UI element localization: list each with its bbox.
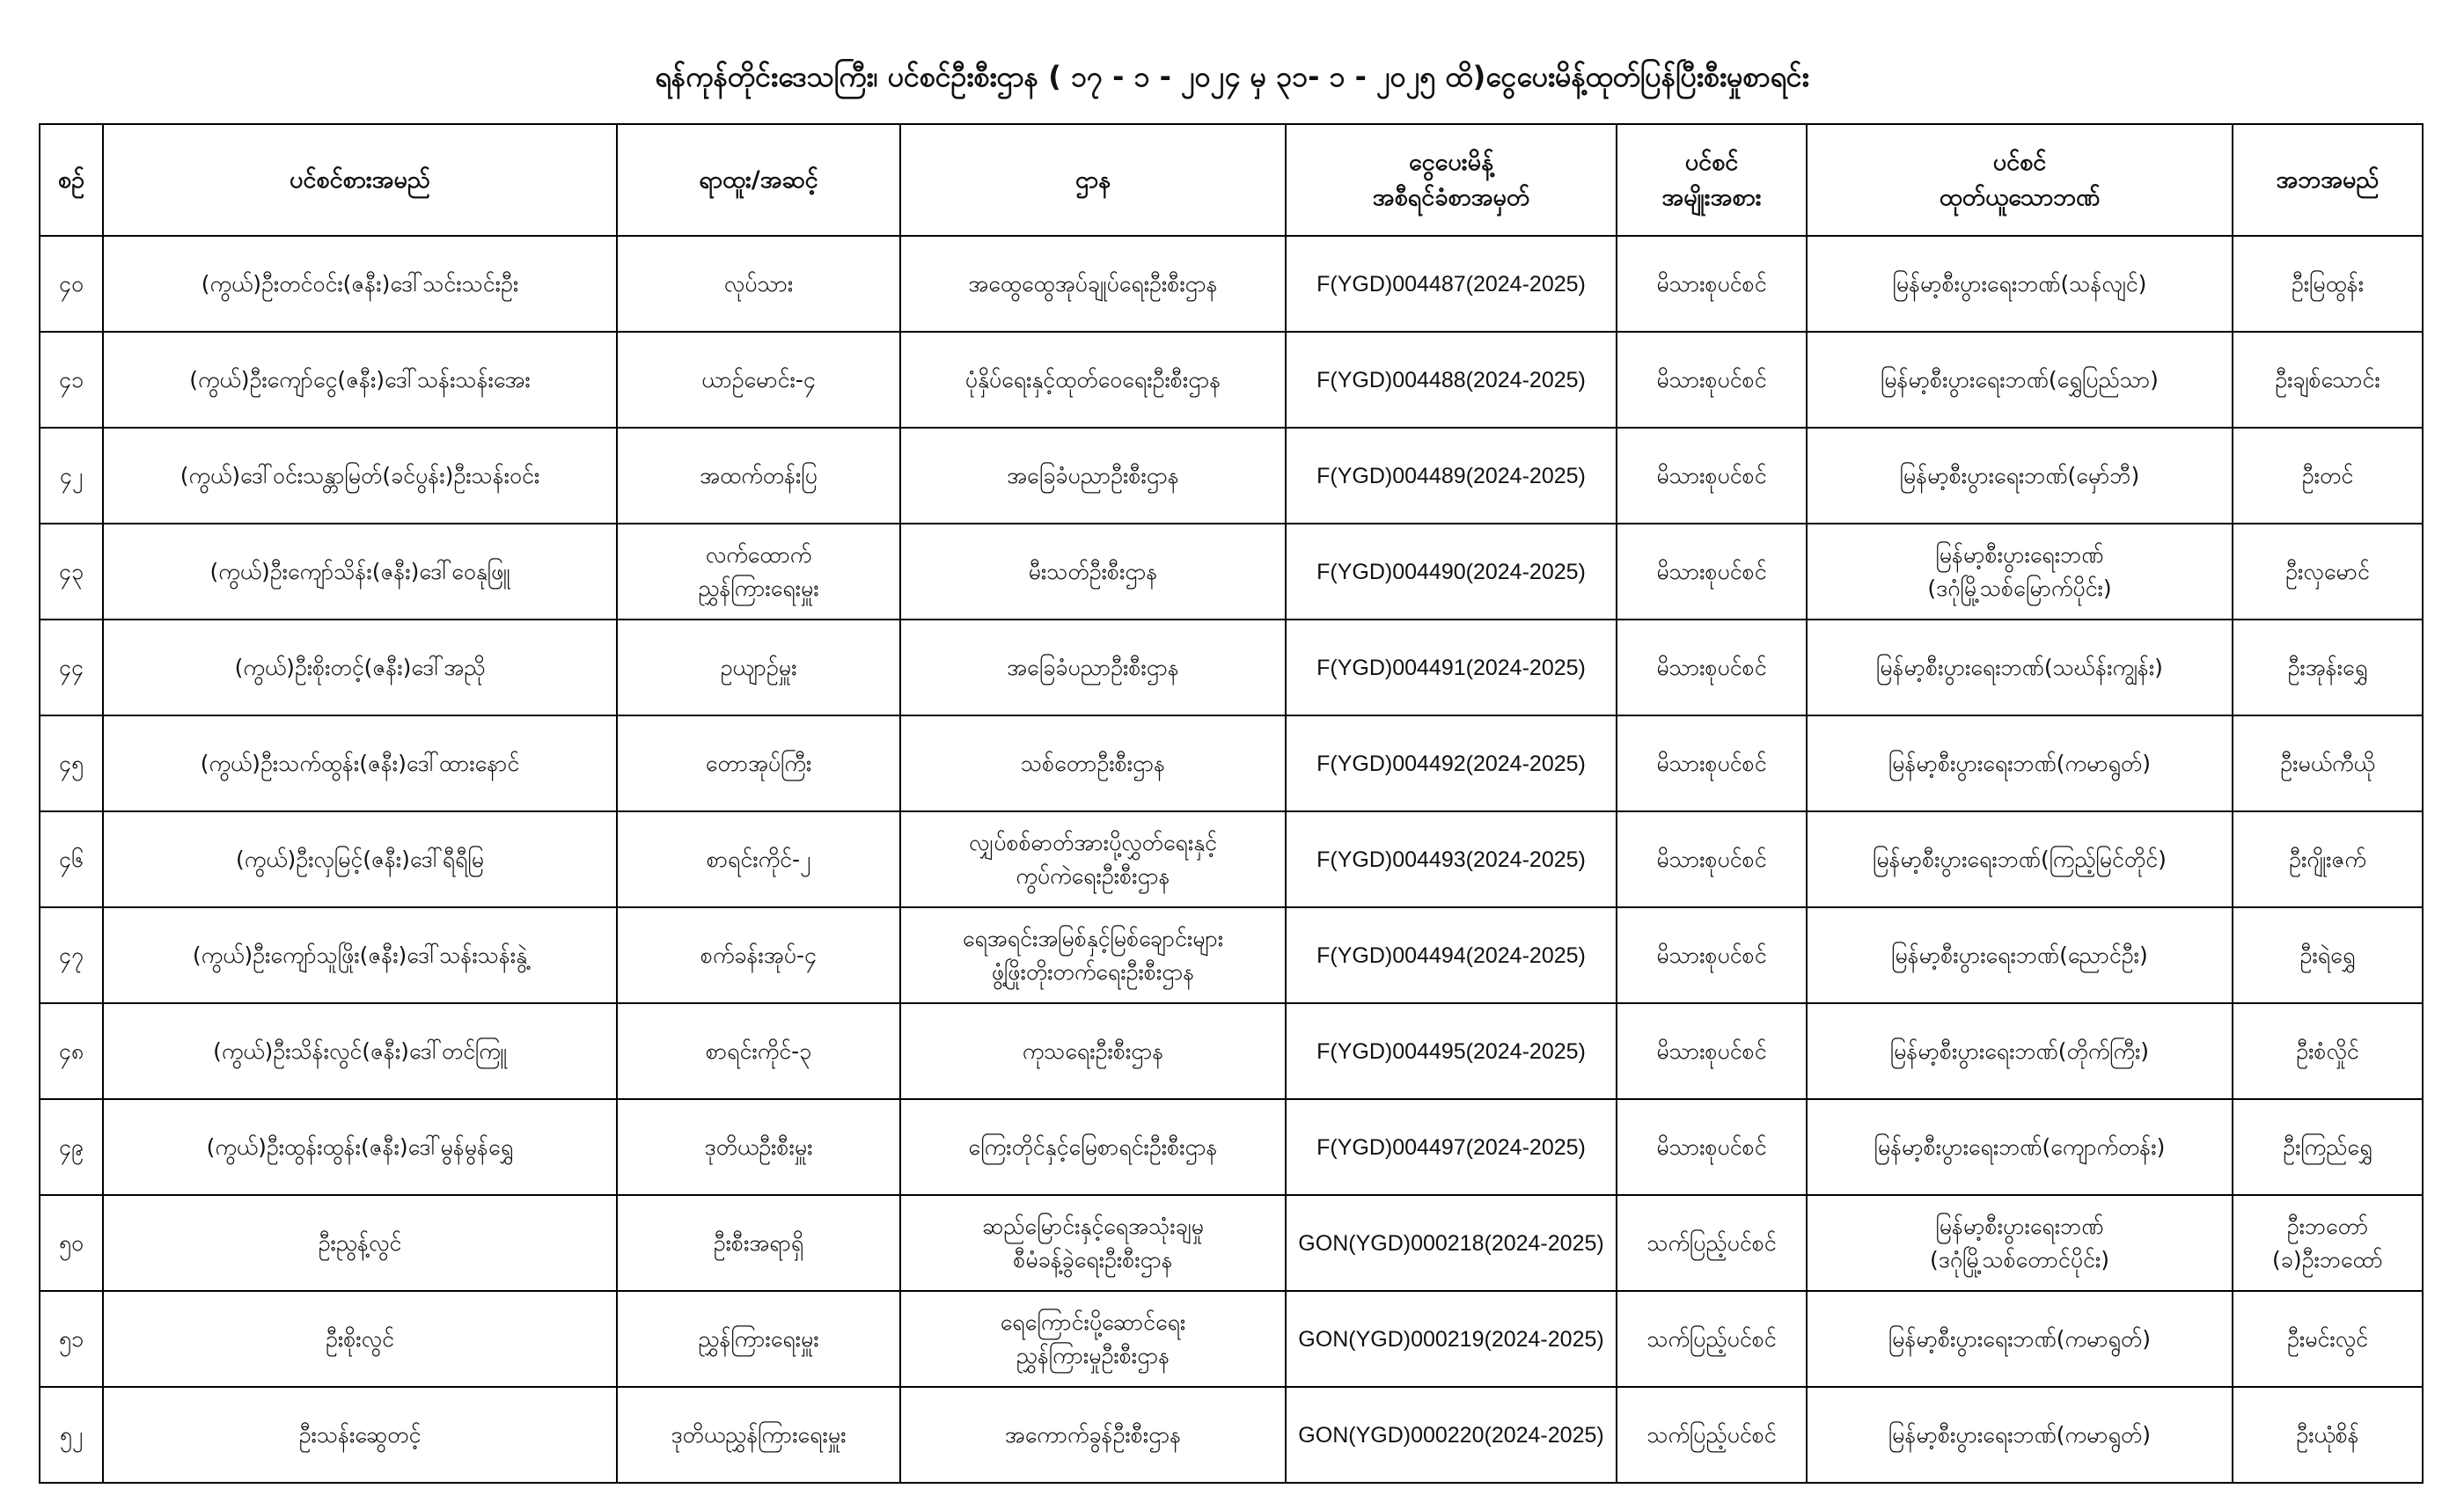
- cell-no: [40, 620, 103, 715]
- cell-line: ဦးကြည်ရွှေ: [2283, 1133, 2372, 1160]
- cell-type: [1617, 715, 1807, 811]
- cell-name: [103, 715, 617, 811]
- table-row: [40, 620, 2423, 715]
- cell-line: လုပ်သား: [723, 270, 794, 297]
- cell-line: ဦးမင်းလွင်: [2286, 1325, 2369, 1352]
- cell-line: ၄၂: [59, 462, 84, 488]
- cell-line: ဒုတိယဦးစီးမှူး: [704, 1133, 813, 1160]
- cell-line: F(YGD)004497(2024-2025): [1316, 1134, 1586, 1160]
- cell-line: ရေကြောင်းပို့ဆောင်ရေး: [1000, 1309, 1186, 1335]
- cell-line: ဆည်မြောင်းနှင့်ရေအသုံးချမှု: [982, 1213, 1204, 1239]
- cell-dept: [900, 715, 1286, 811]
- cell-line: မိသားစုပင်စင်: [1656, 846, 1767, 872]
- table-row: [40, 524, 2423, 620]
- table-row: [40, 236, 2423, 332]
- cell-line: (ကွယ်)ဦးသိန်းလွင်(ဇနီး)ဒေါ်တင်ကြူ: [213, 1038, 507, 1064]
- cell-dept: [900, 524, 1286, 620]
- table-body: [40, 236, 2423, 1483]
- cell-name: [103, 1099, 617, 1195]
- cell-bank: [1807, 1291, 2233, 1387]
- cell-line: သက်ပြည့်ပင်စင်: [1646, 1325, 1777, 1352]
- table-header: [40, 124, 2423, 236]
- cell-bank: [1807, 811, 2233, 907]
- header-row: [40, 124, 2423, 236]
- cell-line: မိသားစုပင်စင်: [1656, 1038, 1767, 1064]
- cell-line: မိသားစုပင်စင်: [1656, 942, 1767, 968]
- cell-line: (ကွယ်)ဦးကျော်သိန်း(ဇနီး)ဒေါ်ဝေနုဖြူ: [209, 558, 510, 584]
- cell-no: [40, 1099, 103, 1195]
- cell-line: အထွေထွေအုပ်ချုပ်ရေးဦးစီးဌာန: [968, 270, 1218, 297]
- cell-line: ဦးတင်: [2301, 462, 2354, 488]
- cell-no: [40, 236, 103, 332]
- cell-type: [1617, 524, 1807, 620]
- cell-line: မိသားစုပင်စင်: [1656, 1133, 1767, 1160]
- cell-dept: [900, 907, 1286, 1003]
- cell-name: [103, 236, 617, 332]
- cell-line: ကြေးတိုင်နှင့်မြေစာရင်းဦးစီးဌာန: [968, 1133, 1218, 1160]
- cell-father: [2233, 907, 2423, 1003]
- cell-line: ၄၇: [58, 942, 84, 968]
- cell-type: [1617, 1099, 1807, 1195]
- cell-order-no: [1286, 811, 1617, 907]
- cell-father: [2233, 1291, 2423, 1387]
- cell-line: (ကွယ်)ဦးတင်ဝင်း(ဇနီး)ဒေါ်သင်းသင်းဦး: [201, 270, 519, 297]
- cell-line: (ခ)ဦးဘထော်: [2272, 1246, 2383, 1272]
- cell-name: [103, 1291, 617, 1387]
- cell-order-no: [1286, 715, 1617, 811]
- cell-line: သစ်တောဦးစီးဌာန: [1020, 750, 1166, 776]
- cell-line: အခြေခံပညာဦးစီးဌာန: [1007, 462, 1179, 488]
- cell-line: ဦးသန်းဆွေတင့်: [298, 1421, 422, 1448]
- cell-type: [1617, 1195, 1807, 1291]
- cell-line: အခြေခံပညာဦးစီးဌာန: [1007, 654, 1179, 680]
- cell-line: ဦးစီးအရာရှိ: [713, 1229, 804, 1256]
- cell-dept: [900, 236, 1286, 332]
- cell-line: မြန်မာ့စီးပွားရေးဘဏ်(ကြည့်မြင်တိုင်): [1873, 846, 2167, 872]
- cell-line: ညွှန်ကြားရေးမှူး: [698, 1325, 819, 1352]
- table-row: [40, 1387, 2423, 1483]
- cell-line: F(YGD)004488(2024-2025): [1316, 367, 1586, 392]
- cell-line: F(YGD)004492(2024-2025): [1316, 751, 1586, 776]
- cell-rank: [617, 332, 900, 428]
- cell-no: [40, 1003, 103, 1099]
- cell-rank: [617, 524, 900, 620]
- cell-bank: [1807, 1387, 2233, 1483]
- cell-no: [40, 1387, 103, 1483]
- cell-bank: [1807, 236, 2233, 332]
- header-line: ပင်စင်: [1684, 148, 1739, 176]
- cell-line: ၄၃: [58, 558, 84, 584]
- header-col-order-no: [1286, 124, 1617, 236]
- table-row: [40, 1291, 2423, 1387]
- cell-line: ဦးညွန့်လွင်: [318, 1229, 402, 1256]
- cell-line: ယာဉ်မောင်း-၄: [701, 366, 816, 392]
- header-col-dept: [900, 124, 1286, 236]
- cell-father: [2233, 1099, 2423, 1195]
- cell-line: မြန်မာ့စီးပွားရေးဘဏ်(ကမာရွတ်): [1888, 1421, 2152, 1448]
- header-col-rank: [617, 124, 900, 236]
- cell-type: [1617, 811, 1807, 907]
- cell-line: စီမံခန့်ခွဲရေးဦးစီးဌာန: [1013, 1246, 1173, 1272]
- cell-line: မြန်မာ့စီးပွားရေးဘဏ်(ရွှေပြည်သာ): [1881, 366, 2159, 392]
- cell-bank: [1807, 907, 2233, 1003]
- header-line: ပင်စင်: [1992, 148, 2047, 176]
- cell-line: သက်ပြည့်ပင်စင်: [1646, 1421, 1777, 1448]
- table-row: [40, 1195, 2423, 1291]
- cell-line: ၄၅: [58, 750, 84, 776]
- cell-no: [40, 1291, 103, 1387]
- cell-line: မြန်မာ့စီးပွားရေးဘဏ်(တိုက်ကြီး): [1889, 1038, 2150, 1064]
- cell-line: F(YGD)004495(2024-2025): [1316, 1038, 1586, 1064]
- cell-name: [103, 1195, 617, 1291]
- cell-type: [1617, 907, 1807, 1003]
- cell-name: [103, 524, 617, 620]
- cell-order-no: [1286, 1099, 1617, 1195]
- cell-father: [2233, 1387, 2423, 1483]
- cell-rank: [617, 1291, 900, 1387]
- cell-bank: [1807, 1003, 2233, 1099]
- cell-line: မြန်မာ့စီးပွားရေးဘဏ်(ကမာရွတ်): [1888, 1325, 2152, 1352]
- cell-father: [2233, 236, 2423, 332]
- cell-line: (ကွယ်)ဦးထွန်းထွန်း(ဇနီး)ဒေါ်မွန်မွန်ရွှေ: [206, 1133, 514, 1160]
- table-row: [40, 715, 2423, 811]
- cell-father: [2233, 332, 2423, 428]
- cell-type: [1617, 620, 1807, 715]
- cell-no: [40, 1195, 103, 1291]
- cell-father: [2233, 1195, 2423, 1291]
- cell-line: (ကွယ်)ဦးကျော်သူဖြိုး(ဇနီး)ဒေါ်သန်းသန်းနွဲ့: [192, 942, 528, 968]
- header-line: အဘအမည်: [2276, 165, 2380, 194]
- cell-dept: [900, 620, 1286, 715]
- cell-line: တောအုပ်ကြီး: [705, 750, 812, 776]
- cell-line: မြန်မာ့စီးပွားရေးဘဏ်: [1935, 1213, 2104, 1239]
- header-line: အမျိုးအစား: [1661, 183, 1762, 211]
- cell-line: GON(YGD)000218(2024-2025): [1298, 1230, 1604, 1256]
- cell-no: [40, 524, 103, 620]
- cell-rank: [617, 1099, 900, 1195]
- table-row: [40, 332, 2423, 428]
- cell-order-no: [1286, 1387, 1617, 1483]
- cell-rank: [617, 811, 900, 907]
- cell-line: ဖွံ့ဖြိုးတိုးတက်ရေးဦးစီးဌာန: [991, 958, 1195, 985]
- cell-line: F(YGD)004494(2024-2025): [1316, 942, 1586, 968]
- cell-line: သက်ပြည့်ပင်စင်: [1646, 1229, 1777, 1256]
- cell-line: (ကွယ်)ဒေါ်ဝင်းသန္တာမြတ်(ခင်ပွန်း)ဦးသန်းဝင်း: [180, 462, 540, 488]
- cell-father: [2233, 620, 2423, 715]
- cell-line: စာရင်းကိုင်-၃: [705, 1038, 812, 1064]
- cell-rank: [617, 1387, 900, 1483]
- cell-line: (ကွယ်)ဦးလှမြင့်(ဇနီး)ဒေါ်ရီရီမြ: [235, 846, 484, 872]
- cell-line: (ဒဂုံမြို့သစ်မြောက်ပိုင်း): [1927, 575, 2112, 601]
- cell-line: စာရင်းကိုင်-၂: [706, 846, 811, 872]
- cell-line: GON(YGD)000219(2024-2025): [1298, 1326, 1604, 1352]
- header-col-bank: [1807, 124, 2233, 236]
- cell-line: အကောက်ခွန်ဦးစီးဌာန: [1004, 1421, 1182, 1448]
- cell-dept: [900, 811, 1286, 907]
- cell-no: [40, 715, 103, 811]
- header-line: ငွေပေးမိန့်: [1409, 148, 1493, 176]
- cell-line: ဦးယုံစိန်: [2296, 1421, 2359, 1448]
- cell-line: ဒုတိယညွှန်ကြားရေးမှူး: [671, 1421, 847, 1448]
- cell-rank: [617, 715, 900, 811]
- cell-name: [103, 332, 617, 428]
- cell-line: (ကွယ်)ဦးစိုးတင့်(ဇနီး)ဒေါ်အညို: [234, 654, 486, 680]
- cell-line: မြန်မာ့စီးပွားရေးဘဏ်(သန်လျင်): [1892, 270, 2147, 297]
- cell-rank: [617, 907, 900, 1003]
- cell-no: [40, 428, 103, 524]
- cell-rank: [617, 236, 900, 332]
- header-line: ထုတ်ယူသောဘဏ်: [1939, 183, 2101, 211]
- cell-line: ဦးအုန်းရွှေ: [2287, 654, 2368, 680]
- cell-line: ဦးမယ်ကီယို: [2280, 750, 2375, 776]
- cell-line: လက်ထောက်: [705, 541, 812, 568]
- cell-line: ဦးဘတော်: [2286, 1213, 2369, 1239]
- cell-line: ဦးချစ်သောင်း: [2275, 366, 2380, 392]
- cell-line: မိသားစုပင်စင်: [1656, 366, 1767, 392]
- cell-line: မြန်မာ့စီးပွားရေးဘဏ်(ကမာရွတ်): [1888, 750, 2152, 776]
- cell-line: ၅၂: [59, 1421, 84, 1448]
- cell-line: ဦးရဲရွှေ: [2299, 942, 2356, 968]
- cell-name: [103, 1003, 617, 1099]
- cell-bank: [1807, 332, 2233, 428]
- header-line: စဉ်: [57, 165, 85, 194]
- cell-bank: [1807, 1195, 2233, 1291]
- cell-line: ၄၁: [58, 366, 84, 392]
- cell-line: မိသားစုပင်စင်: [1656, 558, 1767, 584]
- cell-type: [1617, 1291, 1807, 1387]
- cell-line: F(YGD)004489(2024-2025): [1316, 463, 1586, 488]
- cell-type: [1617, 1003, 1807, 1099]
- cell-name: [103, 428, 617, 524]
- header-line: ပင်စင်စားအမည်: [290, 165, 430, 194]
- cell-dept: [900, 428, 1286, 524]
- cell-father: [2233, 811, 2423, 907]
- cell-order-no: [1286, 524, 1617, 620]
- cell-line: ဦးလှမောင်: [2285, 558, 2370, 584]
- page-title: ရန်ကုန်တိုင်းဒေသကြီး၊ ပင်စင်ဦးစီးဌာန ( ၁၇ - ၁ - ၂၀၂၄ မှ ၃၁- ၁ - ၂၀၂၅ ထိ)ငွေပေးမိန့်ထုတ်ပြန်ပြီးစီးမှုစာရင်း: [655, 60, 1809, 93]
- cell-line: ပုံနှိပ်ရေးနှင့်ထုတ်ဝေရေးဦးစီးဌာန: [964, 366, 1221, 392]
- cell-line: ၄၉: [58, 1133, 84, 1160]
- cell-dept: [900, 1195, 1286, 1291]
- cell-line: ဦးစံလှိုင်: [2296, 1038, 2359, 1064]
- cell-name: [103, 1387, 617, 1483]
- cell-order-no: [1286, 1291, 1617, 1387]
- cell-line: (ကွယ်)ဦးကျော်ငွေ(ဇနီး)ဒေါ်သန်းသန်းအေး: [189, 366, 531, 392]
- cell-line: မိသားစုပင်စင်: [1656, 462, 1767, 488]
- cell-line: ဥယျာဉ်မှူး: [720, 654, 797, 680]
- cell-line: ဦးဂျိုးဇက်: [2289, 846, 2366, 872]
- cell-line: ညွှန်ကြားမှုဦးစီးဌာန: [1016, 1342, 1170, 1368]
- cell-father: [2233, 1003, 2423, 1099]
- table-row: [40, 907, 2423, 1003]
- cell-bank: [1807, 1099, 2233, 1195]
- cell-dept: [900, 332, 1286, 428]
- cell-line: (ကွယ်)ဦးသက်ထွန်း(ဇနီး)ဒေါ်ထားနောင်: [200, 750, 520, 776]
- cell-line: F(YGD)004493(2024-2025): [1316, 847, 1586, 872]
- cell-line: စက်ခန်းအုပ်-၄: [700, 942, 818, 968]
- cell-dept: [900, 1387, 1286, 1483]
- cell-type: [1617, 428, 1807, 524]
- pension-table: [39, 123, 2424, 1484]
- cell-line: မြန်မာ့စီးပွားရေးဘဏ်(မှော်ဘီ): [1899, 462, 2140, 488]
- cell-line: မြန်မာ့စီးပွားရေးဘဏ်(ကျောက်တန်း): [1874, 1133, 2166, 1160]
- cell-line: ၄၄: [58, 654, 84, 680]
- cell-rank: [617, 1003, 900, 1099]
- header-col-no: [40, 124, 103, 236]
- cell-no: [40, 332, 103, 428]
- cell-type: [1617, 1387, 1807, 1483]
- cell-name: [103, 811, 617, 907]
- cell-line: ကွပ်ကဲရေးဦးစီးဌာန: [1016, 862, 1170, 889]
- cell-rank: [617, 428, 900, 524]
- cell-line: ညွှန်ကြားရေးမှူး: [698, 575, 819, 601]
- cell-line: F(YGD)004490(2024-2025): [1316, 559, 1586, 584]
- cell-line: ၄၈: [58, 1038, 84, 1064]
- cell-line: ဦးစိုးလွင်: [326, 1325, 394, 1352]
- cell-line: မိသားစုပင်စင်: [1656, 750, 1767, 776]
- cell-line: GON(YGD)000220(2024-2025): [1298, 1422, 1604, 1448]
- cell-bank: [1807, 428, 2233, 524]
- cell-name: [103, 620, 617, 715]
- cell-father: [2233, 715, 2423, 811]
- cell-order-no: [1286, 1195, 1617, 1291]
- header-line: ရာထူး/အဆင့်: [699, 165, 818, 194]
- header-col-father: [2233, 124, 2423, 236]
- cell-line: ၄၀: [58, 270, 84, 297]
- cell-line: မြန်မာ့စီးပွားရေးဘဏ်(ညောင်ဦး): [1891, 942, 2148, 968]
- cell-line: F(YGD)004491(2024-2025): [1316, 655, 1586, 680]
- header-col-name: [103, 124, 617, 236]
- cell-bank: [1807, 620, 2233, 715]
- cell-line: မိသားစုပင်စင်: [1656, 654, 1767, 680]
- cell-no: [40, 811, 103, 907]
- cell-dept: [900, 1003, 1286, 1099]
- cell-line: လျှပ်စစ်ဓာတ်အားပို့လွှတ်ရေးနှင့်: [968, 829, 1218, 855]
- cell-line: F(YGD)004487(2024-2025): [1316, 271, 1586, 297]
- cell-order-no: [1286, 1003, 1617, 1099]
- cell-line: ၅၀: [58, 1229, 84, 1256]
- cell-line: မြန်မာ့စီးပွားရေးဘဏ်: [1935, 541, 2104, 568]
- cell-father: [2233, 428, 2423, 524]
- cell-order-no: [1286, 332, 1617, 428]
- cell-type: [1617, 332, 1807, 428]
- cell-line: ၄၆: [58, 846, 84, 872]
- cell-dept: [900, 1291, 1286, 1387]
- table-row: [40, 428, 2423, 524]
- cell-line: (ဒဂုံမြို့သစ်တောင်ပိုင်း): [1930, 1246, 2109, 1272]
- cell-no: [40, 907, 103, 1003]
- cell-line: မြန်မာ့စီးပွားရေးဘဏ်(သဃ်န်းကျွန်း): [1876, 654, 2163, 680]
- cell-bank: [1807, 524, 2233, 620]
- table-row: [40, 811, 2423, 907]
- table-row: [40, 1099, 2423, 1195]
- cell-dept: [900, 1099, 1286, 1195]
- cell-order-no: [1286, 907, 1617, 1003]
- cell-line: ဦးမြထွန်း: [2291, 270, 2365, 297]
- cell-type: [1617, 236, 1807, 332]
- cell-line: ရေအရင်းအမြစ်နှင့်မြစ်ချောင်းများ: [962, 925, 1224, 951]
- cell-line: ၅၁: [58, 1325, 84, 1352]
- cell-name: [103, 907, 617, 1003]
- cell-rank: [617, 1195, 900, 1291]
- cell-order-no: [1286, 428, 1617, 524]
- cell-order-no: [1286, 620, 1617, 715]
- cell-line: ကုသရေးဦးစီးဌာန: [1022, 1038, 1164, 1064]
- cell-order-no: [1286, 236, 1617, 332]
- cell-rank: [617, 620, 900, 715]
- table-row: [40, 1003, 2423, 1099]
- header-line: အစီရင်ခံစာအမှတ်: [1372, 183, 1530, 211]
- header-line: ဌာန: [1074, 165, 1111, 194]
- cell-line: မိသားစုပင်စင်: [1656, 270, 1767, 297]
- cell-line: အထက်တန်းပြ: [700, 462, 818, 488]
- cell-line: မီးသတ်ဦးစီးဌာန: [1028, 558, 1158, 584]
- cell-father: [2233, 524, 2423, 620]
- header-col-type: [1617, 124, 1807, 236]
- cell-bank: [1807, 715, 2233, 811]
